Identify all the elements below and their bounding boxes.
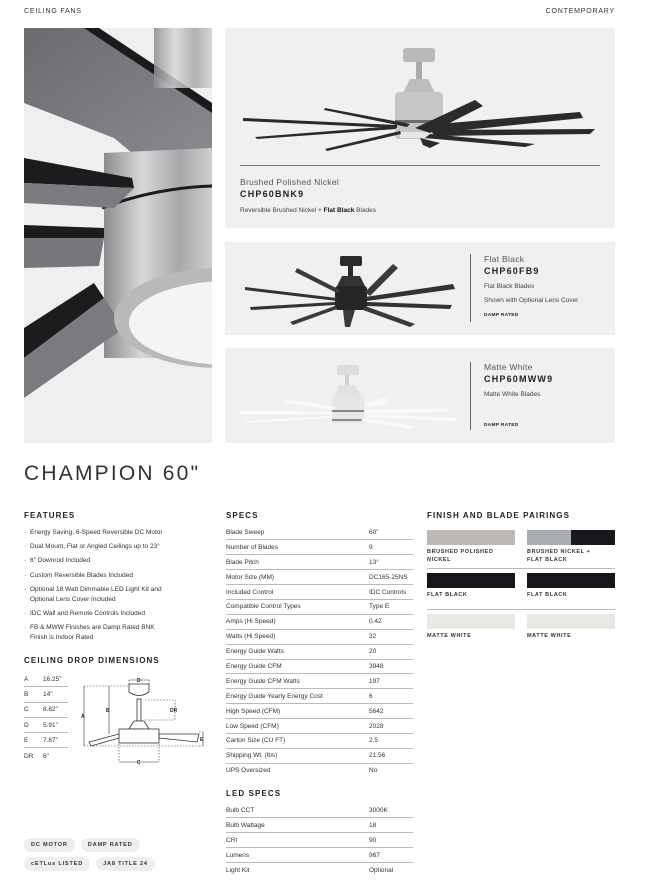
led-specs-heading: LED SPECS	[226, 789, 282, 798]
pairing-label: BRUSHED POLISHED NICKEL	[427, 549, 494, 563]
spec-label: Carton Size (CU FT)	[226, 733, 369, 748]
spec-label: Energy Guide Watts	[226, 644, 369, 659]
led-specs-table	[226, 803, 413, 877]
spec-value: 3948	[369, 659, 413, 674]
ceiling-drop-dimensions	[24, 656, 224, 764]
spec-row	[226, 833, 413, 848]
pairing-row	[427, 530, 615, 564]
feature-item: · IDC Wall and Remote Controls Included	[24, 609, 219, 619]
spec-label: Energy Guide Yearly Energy Cost	[226, 689, 369, 704]
dimension-diagram	[79, 674, 209, 764]
certification-badges	[24, 838, 224, 876]
finish-name: Brushed Polished Nickel	[240, 177, 340, 187]
dimension-row: A 16.25"	[24, 672, 68, 687]
spec-row	[226, 818, 413, 833]
spec-row	[226, 733, 413, 748]
spec-row	[226, 763, 413, 778]
spec-value: Optional	[369, 866, 394, 874]
divider	[240, 165, 600, 166]
spec-row	[226, 599, 413, 614]
spec-value: 2.5	[369, 733, 413, 748]
feature-item: · Custom Reversible Blades Included	[24, 571, 219, 581]
svg-text:B: B	[106, 708, 110, 714]
svg-text:C: C	[137, 760, 141, 764]
style-label: CONTEMPORARY	[545, 8, 615, 15]
dimension-table	[24, 672, 68, 764]
spec-label: Bulb Wattage	[226, 818, 369, 833]
pairing-item	[527, 530, 615, 564]
spec-row	[226, 863, 413, 878]
spec-label: UPS Oversized	[226, 767, 271, 775]
spec-value: 2028	[369, 719, 413, 734]
model-number: CHP60BNK9	[240, 189, 305, 199]
damp-rated-tag: DAMP RATED	[484, 423, 519, 428]
spec-value: 20	[369, 644, 413, 659]
color-swatch	[427, 573, 515, 588]
color-swatch	[527, 530, 615, 545]
finish-blade-pairings	[427, 511, 615, 640]
spec-value: 21.56	[369, 748, 413, 763]
damp-rated-tag: DAMP RATED	[484, 313, 519, 318]
category-label: CEILING FANS	[24, 8, 82, 15]
feature-item: · Dual Mount, Flat or Angled Ceilings up to 23°	[24, 542, 219, 552]
features-section	[24, 511, 219, 647]
hero-closeup-image	[24, 28, 212, 443]
spec-value: 5642	[369, 704, 413, 719]
features-heading: FEATURES	[24, 511, 76, 520]
badge-dc-motor: DC MOTOR	[24, 838, 75, 852]
pairing-item	[427, 614, 515, 640]
dimension-row: D 5.91"	[24, 718, 68, 733]
pairing-item	[527, 573, 615, 599]
spec-row	[226, 689, 413, 704]
blade-description: Reversible Brushed Nickel + Flat Black Blades	[240, 207, 377, 214]
spec-label: Compatible Control Types	[226, 599, 369, 614]
pairing-row	[427, 609, 615, 640]
finish-name: Flat Black	[484, 254, 525, 264]
dimension-row: E 7.87"	[24, 733, 68, 748]
pairing-label: FLAT BLACK	[427, 592, 468, 598]
finish-name: Matte White	[484, 362, 533, 372]
spec-value: 0.42	[369, 614, 413, 629]
spec-label: Number of Blades	[226, 540, 369, 555]
spec-value: 13°	[369, 555, 413, 570]
color-swatch	[527, 573, 615, 588]
spec-value: No	[369, 767, 378, 775]
spec-label: Light Kit	[226, 866, 250, 874]
spec-label: Included Control	[226, 585, 369, 600]
spec-label: Motor Size (MM)	[226, 570, 369, 585]
spec-label: Shipping Wt. (lbs)	[226, 748, 369, 763]
spec-label: Blade Pitch	[226, 555, 369, 570]
spec-row	[226, 719, 413, 734]
spec-row	[226, 525, 413, 540]
pairing-label: MATTE WHITE	[527, 633, 572, 639]
spec-label: Bulb CCT	[226, 803, 369, 818]
badge-damp-rated: DAMP RATED	[81, 838, 140, 852]
variant-card-matte-white	[225, 348, 615, 443]
spec-value: 60"	[369, 525, 413, 540]
spec-row	[226, 614, 413, 629]
spec-value: DC165-25NS	[369, 570, 413, 585]
variant-card-flat-black	[225, 242, 615, 335]
dimension-row: B 14"	[24, 687, 68, 702]
spec-value: 3000K	[369, 803, 413, 818]
svg-text:DR: DR	[170, 708, 178, 714]
specs-section	[226, 511, 413, 778]
spec-row	[226, 540, 413, 555]
spec-label: Energy Guide CFM	[226, 659, 369, 674]
spec-label: Lumens	[226, 848, 369, 863]
led-specs-section	[226, 789, 413, 877]
dimension-row: DR 6"	[24, 752, 49, 760]
spec-value: 18	[369, 818, 413, 833]
feature-item: · Energy Saving, 6-Speed Reversible DC Motor	[24, 528, 219, 538]
pairing-item	[527, 614, 615, 640]
spec-label: Watts (Hi Speed)	[226, 629, 369, 644]
product-title: CHAMPION 60"	[24, 462, 201, 485]
svg-text:E: E	[200, 737, 204, 743]
spec-value: 9	[369, 540, 413, 555]
feature-item: · FB & MWW Finishes are Damp Rated BNK Finish is Indoor Rated	[24, 623, 164, 643]
blade-description: Flat Black Blades	[484, 283, 535, 290]
model-number: CHP60MWW9	[484, 374, 554, 384]
spec-row	[226, 644, 413, 659]
spec-row	[226, 748, 413, 763]
spec-value: 197	[369, 674, 413, 689]
lens-cover-note: Shown with Optional Lens Cover	[484, 297, 579, 304]
pairing-label: MATTE WHITE	[427, 633, 472, 639]
blade-description: Matte White Blades	[484, 391, 541, 398]
pairing-label: FLAT BLACK	[527, 592, 568, 598]
spec-label: Energy Guide CFM Watts	[226, 674, 369, 689]
color-swatch	[427, 530, 515, 545]
model-number: CHP60FB9	[484, 266, 540, 276]
badge-cetlus-listed: cETLus LISTED	[24, 857, 90, 871]
pairing-row	[427, 568, 615, 599]
pairing-item	[427, 573, 515, 599]
spec-value: 90	[369, 833, 413, 848]
fan-image-fb	[225, 242, 465, 335]
spec-row	[226, 629, 413, 644]
specs-heading: SPECS	[226, 511, 259, 520]
spec-value: 32	[369, 629, 413, 644]
spec-row	[226, 803, 413, 818]
spec-row	[226, 674, 413, 689]
features-list	[24, 528, 219, 643]
pairing-label: BRUSHED NICKEL + FLAT BLACK	[527, 549, 591, 563]
spec-value: Type E	[369, 599, 413, 614]
spec-value: 6	[369, 689, 413, 704]
spec-label: High Speed (CFM)	[226, 704, 369, 719]
color-swatch	[527, 614, 615, 629]
svg-text:D: D	[137, 678, 141, 684]
fan-image-bnk	[225, 28, 615, 163]
spec-row	[226, 704, 413, 719]
spec-row	[226, 555, 413, 570]
pairing-item	[427, 530, 515, 564]
svg-text:A: A	[81, 714, 85, 720]
fan-closeup-illustration	[24, 28, 212, 443]
dimension-row: C 8.82"	[24, 703, 68, 718]
variant-card-brushed-polished-nickel	[225, 28, 615, 228]
feature-item: · Optional 18 Watt Dimmable LED Light Kit and Optional Lens Cover Included	[24, 585, 174, 605]
spec-row	[226, 570, 413, 585]
specs-table	[226, 525, 413, 778]
spec-value: 967	[369, 848, 413, 863]
spec-row	[226, 585, 413, 600]
badge-ja8-title24: JA8 TITLE 24	[96, 857, 155, 871]
fan-image-mww	[225, 348, 465, 443]
spec-label: CRI	[226, 833, 369, 848]
color-swatch	[427, 614, 515, 629]
drop-heading: CEILING DROP DIMENSIONS	[24, 656, 160, 665]
spec-label: Amps (Hi Speed)	[226, 614, 369, 629]
spec-row	[226, 848, 413, 863]
spec-label: Low Speed (CFM)	[226, 719, 369, 734]
pairings-heading: FINISH AND BLADE PAIRINGS	[427, 511, 571, 520]
feature-item: · 6" Downrod Included	[24, 556, 219, 566]
spec-row	[226, 659, 413, 674]
spec-label: Blade Sweep	[226, 525, 369, 540]
spec-value: IDC Controls	[369, 585, 413, 600]
